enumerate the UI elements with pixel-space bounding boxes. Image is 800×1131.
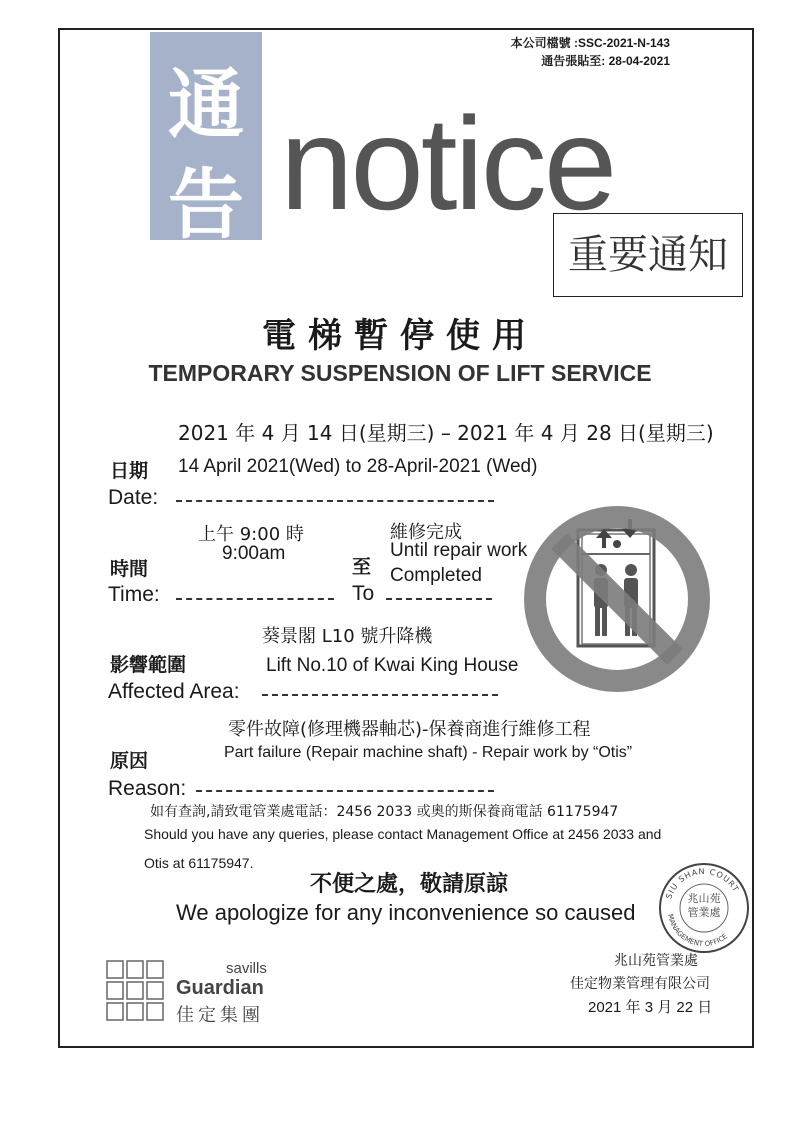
- signature-company: 佳定物業管理有限公司: [570, 976, 710, 992]
- apology-zh: 不便之處，敬請原諒: [310, 872, 509, 897]
- posted-until: 通告張貼至: 28-04-2021: [541, 54, 670, 68]
- file-number: 本公司檔號 :SSC-2021-N-143: [510, 36, 670, 50]
- notice-char-2: 告: [168, 160, 244, 249]
- date-label-en: Date:: [108, 486, 159, 509]
- date-value: 14 April 2021(Wed) to 28-April-2021 (Wed): [178, 456, 538, 477]
- title-english: TEMPORARY SUSPENSION OF LIFT SERVICE: [148, 360, 652, 386]
- logo-guardian: Guardian: [176, 977, 264, 999]
- enquiry-en-2: Otis at 61175947.: [144, 855, 254, 871]
- stamp-center-text: 兆山苑管業處: [687, 892, 721, 919]
- time-to-dash-line: [386, 598, 492, 600]
- area-value-zh: 葵景閣 L10 號升降機: [262, 626, 433, 647]
- notice-heading: notice: [280, 90, 615, 237]
- important-notice-box: 重要通知: [553, 213, 743, 297]
- apology-en: We apologize for any inconvenience so caused: [176, 900, 636, 925]
- stamp-bottom-text: MANAGEMENT OFFICE: [666, 913, 730, 949]
- signature-date: 2021 年 3 月 22 日: [588, 999, 713, 1016]
- reason-value-zh: 零件故障(修理機器軸芯)-保養商進行維修工程: [228, 719, 591, 740]
- time-from-dash-line: [176, 598, 334, 600]
- time-label-en: Time:: [108, 583, 160, 606]
- logo-chinese: 佳定集團: [176, 1005, 264, 1026]
- time-to-zh: 至: [352, 556, 372, 578]
- area-value-en: Lift No.10 of Kwai King House: [266, 655, 519, 676]
- date-label-zh: 日期: [110, 460, 149, 482]
- management-office-stamp-icon: [656, 860, 752, 956]
- area-label-zh: 影響範圍: [110, 654, 187, 676]
- time-from-en: 9:00am: [222, 543, 286, 564]
- area-dash-line: [262, 694, 498, 696]
- title-chinese: 電梯暫停使用: [262, 316, 538, 356]
- time-from-zh: 上午 9:00 時: [198, 524, 304, 545]
- stamp-top-text: SIU SHAN COURT: [664, 866, 741, 901]
- signature-office: 兆山苑管業處: [614, 953, 698, 969]
- time-label-zh: 時間: [110, 558, 149, 580]
- guardian-logo-grid-icon: [106, 960, 166, 1027]
- reason-dash-line: [196, 790, 494, 792]
- reason-value-en: Part failure (Repair machine shaft) - Repair work by “Otis”: [224, 744, 633, 761]
- enquiry-zh: 如有查詢,請致電管業處電話：2456 2033 或奧的斯保養商電話 61175947: [150, 804, 619, 820]
- reason-label-en: Reason:: [108, 777, 187, 800]
- logo-savills: savills: [226, 960, 267, 977]
- time-until-zh: 維修完成: [390, 522, 462, 543]
- time-until-en-2: Completed: [390, 565, 482, 586]
- time-to-en: To: [352, 582, 375, 605]
- notice-panel: [150, 32, 262, 249]
- date-range-chinese: 2021 年 4 月 14 日(星期三) – 2021 年 4 月 28 日(星期三): [178, 421, 714, 445]
- enquiry-en-1: Should you have any queries, please contact Management Office at 2456 2033 and: [144, 826, 662, 842]
- notice-char-1: 通: [168, 60, 244, 149]
- reason-label-zh: 原因: [110, 750, 149, 772]
- time-until-en-1: Until repair work: [390, 540, 528, 561]
- area-label-en: Affected Area:: [108, 680, 240, 703]
- no-lift-sign-icon: [518, 500, 716, 698]
- date-dash-line: [176, 500, 494, 502]
- file-reference: [440, 34, 670, 70]
